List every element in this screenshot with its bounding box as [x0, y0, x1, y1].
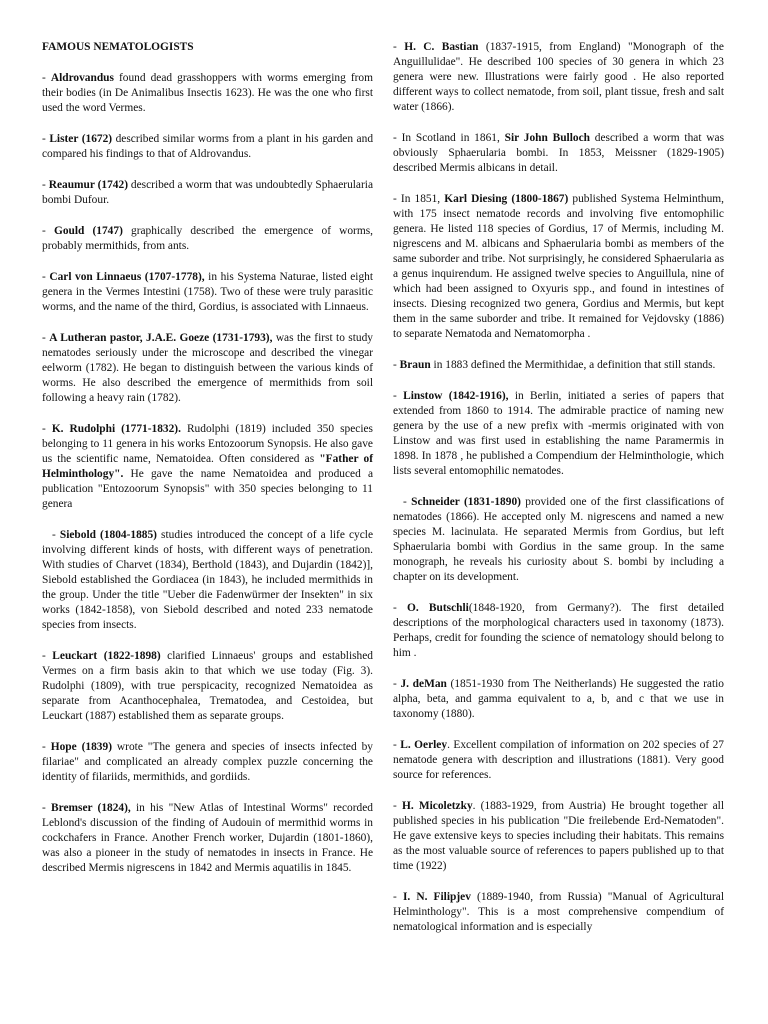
nematologist-entry [393, 40, 724, 115]
entry-prefix: - [393, 800, 402, 812]
entry-text: (1851-1930 from The Neitherlands) He suggested the ratio alpha, beta, and gamma equivalent to a, b, and c that we use in taxonomy (1880). [393, 678, 724, 720]
entry-text: was the first to study nematodes seriously under the microscope and described the vinegar eelworm (1782). He began to distinguish between the various kinds of worms. He also described the emergence of mermithids from soil following a heavy rain (1782). [42, 332, 373, 404]
nematologist-entry [393, 890, 724, 935]
entry-text: graphically described the emergence of worms, probably mermithids, from ants. [42, 225, 373, 252]
nematologist-entry [393, 495, 724, 585]
entry-prefix: - [42, 741, 51, 753]
entry-prefix: - [42, 179, 49, 191]
nematologist-name: Aldrovandus [50, 72, 114, 84]
nematologist-entry [393, 192, 724, 342]
entry-prefix: - [393, 41, 405, 53]
entry-text: studies introduced the concept of a life cycle involving different kinds of hosts, with different ways of penetration. With studies of Charvet (1834), Berthold (1843), and Dujardin (1842)], Siebold established the Gordiacea (in 1843), he included mermithids in the group. Under the title "Ueber die Fadenwürmer der Insekten" in six works (1842-1858), von Siebold described and noted 233 nematode species from insects. [42, 529, 374, 631]
entry-text: Rudolphi (1819) included 350 species belonging to 11 genera in his works Entozoorum Synopsis. He also gave us the scientific name, Nematoidea. Often considered as [42, 423, 373, 465]
nematologist-entry [42, 270, 373, 315]
nematologist-name: J. deMan [400, 678, 447, 690]
entry-prefix: - [403, 496, 412, 508]
entry-text: (1837-1915, from England) "Monograph of the Anguillulidae". He described 100 species of 30 genera in which 23 genera were new. Illustrations were fairly good . He also reported different ways to collect nematode, from soil, plant tissue, fresh and salt water (1866). [393, 41, 724, 113]
nematologist-entry [393, 131, 724, 176]
nematologist-name: H. C. Bastian [404, 41, 479, 53]
nematologist-entry [42, 801, 373, 876]
entry-text: (1848-1920, from Germany?). The first detailed descriptions of the morphological characters used in taxonomy (1873). Perhaps, credit for founding the science of nematology should belong to him . [393, 602, 725, 659]
nematologist-name: K. Rudolphi (1771-1832). [51, 423, 181, 435]
nematologist-name: Bremser (1824), [51, 802, 131, 814]
entry-text: described a worm that was undoubtedly Sphaerularia bombi Dufour. [42, 179, 373, 206]
right-column [393, 40, 724, 951]
nematologist-name: Siebold (1804-1885) [59, 529, 157, 541]
entry-prefix: - [52, 529, 60, 541]
entry-prefix: - [42, 802, 52, 814]
nematologist-entry [393, 601, 724, 661]
entry-text: . Excellent compilation of information on 202 species of 27 nematode genera with description and illustrations (1881). Very good source for references. [393, 739, 724, 781]
entry-prefix: - [42, 650, 53, 662]
nematologist-entry [42, 71, 373, 116]
entry-prefix: - In Scotland in 1861, [393, 132, 505, 144]
nematologist-name: Hope (1839) [50, 741, 112, 753]
entry-text: (1889-1940, from Russia) "Manual of Agricultural Helminthology". This is a most comprehensive compendium of nematological information and is especially [393, 891, 724, 933]
entry-text: He gave the name Nematoidea and produced a publication "Entozoorum Synopsis" with 350 species belonging to 11 genera [42, 468, 373, 510]
entry-prefix: - [393, 678, 401, 690]
nematologist-entry [393, 799, 724, 874]
entry-text: wrote "The genera and species of insects infected by filariae" and complicated an already complex puzzle concerning the identity of filariids, mermithids, and gordiids. [42, 741, 373, 783]
entry-prefix: - [393, 602, 408, 614]
document-title: FAMOUS NEMATOLOGISTS [42, 41, 194, 53]
entry-text: . (1883-1929, from Austria) He brought together all published species in his publication "Die freilebende Erd-Nematoden". He gave extensive keys to species including their habitats. This remains as the most valuable source of references to papers published up to that time (1922) [393, 800, 724, 872]
entry-text: in Berlin, initiated a series of papers that extended from 1860 to 1914. The admirable practice of naming new genera by the use of a new prefix with -mermis originated with von Linstow and was first used in establishing the name Paramermis in 1898. In 1878 , he published a Compendium der Helminthologie, which lists several entomophilic nematodes. [393, 390, 724, 477]
nematologist-entry [42, 132, 373, 162]
nematologist-entry [42, 528, 373, 633]
nematologist-name: Carl von Linnaeus (1707-1778), [49, 271, 205, 283]
nematologist-entry [42, 178, 373, 208]
nematologist-entry [393, 389, 724, 479]
entry-prefix: - [42, 423, 52, 435]
nematologist-name: Lister (1672) [49, 133, 113, 145]
entry-text: described a worm that was obviously Sphaerularia bombi. In 1853, Meissner (1829-1905) described Mermis albicans in detail. [393, 132, 725, 174]
nematologist-entry [393, 358, 724, 373]
nematologist-name: Gould (1747) [53, 225, 123, 237]
entry-prefix: - [42, 271, 50, 283]
entry-prefix: - [393, 390, 404, 402]
nematologist-name: L. Oerley [400, 739, 448, 751]
nematologist-entry [42, 224, 373, 254]
entry-prefix: - [393, 359, 400, 371]
nematologist-entry [42, 649, 373, 724]
entry-text: clarified Linnaeus' groups and established Vermes on a firm basis akin to that which we use today (Fig. 3). Rudolphi (1809), with true perspicacity, recognized Nematoidea as separate from Acanthocephalea, Trematodea, and Cestoidea, but Leuckart (1887) established them as separate groups. [42, 650, 373, 722]
entry-prefix: - [393, 739, 401, 751]
nematologist-entry [393, 677, 724, 722]
left-entries [42, 71, 373, 876]
entry-prefix: - [42, 332, 50, 344]
entry-prefix: - [42, 225, 54, 237]
nematologist-name: Linstow (1842-1916), [403, 390, 509, 402]
entry-text: in his "New Atlas of Intestinal Worms" recorded Leblond's discussion of the finding of Audouin of mermithid worms in cockchafers in France. Another French worker, Dujardin (1801-1860), was also a pioneer in the study of nematodes in insects in France. He described Mermis nigrescens in 1842 and Mermis aquatilis in 1845. [42, 802, 373, 874]
nematologist-name: Braun [399, 359, 431, 371]
nematologist-name: A Lutheran pastor, J.A.E. Goeze (1731-1793), [49, 332, 273, 344]
nematologist-name: Leuckart (1822-1898) [52, 650, 161, 662]
entry-prefix: - [393, 891, 403, 903]
nematologist-entry [393, 738, 724, 783]
entry-text: in his Systema Naturae, listed eight genera in the Vermes Intestini (1758). Two of these were truly parasitic worms, and the name of the third, Gordius, is associated with Linnaeus. [42, 271, 373, 313]
nematologist-entry [42, 331, 373, 406]
nematologist-entry [42, 422, 373, 512]
left-column [42, 40, 373, 892]
entry-text: provided one of the first classifications of nematodes (1866). He accepted only M. nigrescens and named a new species M. lacinulata. He separated Mermis from Gordius, but left Sphaerularia bombi with Gordius in the same group. In the same monograph, he reveals his curiosity about S. bombi by including a chapter on its development. [393, 496, 725, 583]
nematologist-entry [42, 740, 373, 785]
entry-text: found dead grasshoppers with worms emerging from their bodies (in De Animalibus Insectis 1623). He was the one who first used the word Vermes. [42, 72, 373, 114]
nematologist-name: Sir John Bulloch [504, 132, 590, 144]
entry-text: in 1883 defined the Mermithidae, a definition that still stands. [430, 359, 716, 371]
emphasis-text: "Father of Helminthology". [42, 453, 373, 480]
entry-prefix: - [42, 133, 50, 145]
nematologist-name: H. Micoletzky [401, 800, 473, 812]
entry-prefix: - [42, 72, 51, 84]
nematologist-name: O. Butschli [407, 602, 469, 614]
entry-text: published Systema Helminthum, with 175 insect nematode records and involving five entomophilic genera. He listed 118 species of Gordius, 17 of Mermis, including M. nigrescens and M. albicans and Sphaerularia bombi as members of the same suborder and tribe. Not surprisingly, he considered Sphaerularia as a genus inquirendum. He assigned twelve species to Anguillula, nine of which had been assigned to Oxyuris spp., and found in intestines of insects. Diesing recognized two genera, Gordius and Mermis, but kept them in the same suborder and tribe. It remained for Vejdovsky (1886) to separate Nematoda and Nematomorpha . [393, 193, 724, 340]
nematologist-name: Reaumur (1742) [48, 179, 128, 191]
nematologist-name: I. N. Filipjev [402, 891, 471, 903]
entry-prefix: - In 1851, [393, 193, 445, 205]
nematologist-name: Karl Diesing (1800-1867) [444, 193, 569, 205]
nematologist-name: Schneider (1831-1890) [411, 496, 521, 508]
right-entries [393, 40, 724, 935]
entry-text: described similar worms from a plant in his garden and compared his findings to that of Aldrovandus. [42, 133, 374, 160]
